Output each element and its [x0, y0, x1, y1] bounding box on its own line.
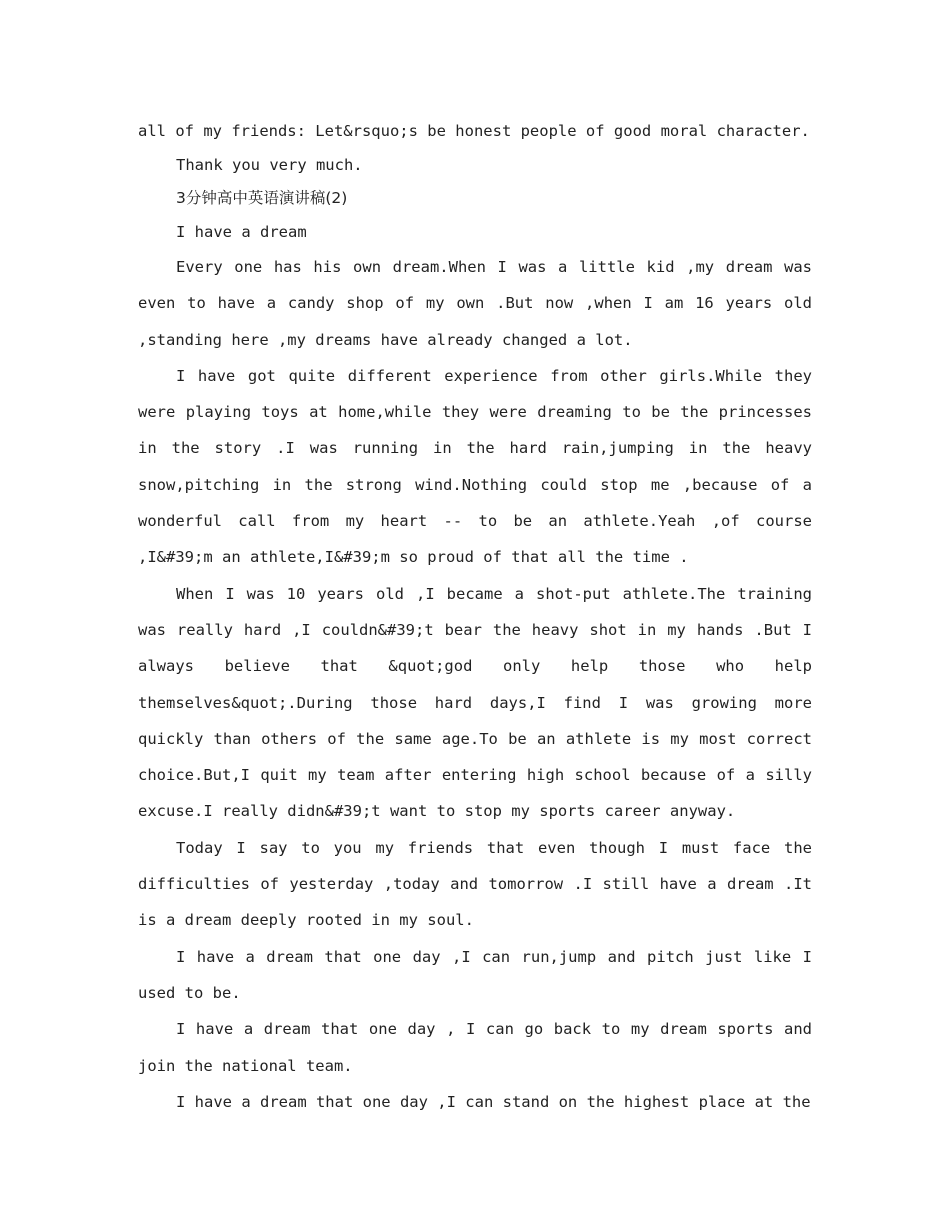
- paragraph-every-one: Every one has his own dream.When I was a little kid ,my dream was even to have a candy shop of my own .But now ,when I am 16 years old ,standing here ,my dreams have already changed a lot.: [138, 258, 812, 349]
- paragraph-dream-team: I have a dream that one day , I can go back to my dream sports and join the national team.: [138, 1020, 812, 1075]
- paragraph-dream-stand: I have a dream that one day ,I can stand on the highest place at the: [176, 1092, 811, 1111]
- speech-title: I have a dream: [176, 222, 307, 241]
- document-page: [138, 115, 812, 1120]
- paragraph-today: Today I say to you my friends that even though I must face the difficulties of yesterday ,today and tomorrow .I still have a dream .It is a dream deeply rooted in my soul.: [138, 838, 812, 930]
- paragraph-dream-run: I have a dream that one day ,I can run,jump and pitch just like I used to be.: [138, 947, 812, 1002]
- paragraph-shot-put: When I was 10 years old ,I became a shot-put athlete.The training was really hard ,I couldn&#39;t bear the heavy shot in my hands .But I always believe that &quot;god only help those who help themselves&quot;.During those hard days,I find I was growing more quickly than others of the same age.To be an athlete is my most correct choice.But,I quit my team after entering high school because of a silly excuse.I really didn&#39;t want to stop my sports career anyway.: [138, 584, 812, 821]
- paragraph-experience: I have got quite different experience from other girls.While they were playing toys at home,while they were dreaming to be the princesses in the story .I was running in the hard rain,jumping in the heavy snow,pitching in the strong wind.Nothing could stop me ,because of a wonderful call from my heart -- to be an athlete.Yeah ,of course ,I&#39;m an athlete,I&#39;m so proud of that all the time .: [138, 366, 812, 567]
- paragraph-closing-line: all of my friends: Let&rsquo;s be honest people of good moral character.: [138, 122, 810, 140]
- section-heading: 3分钟高中英语演讲稿(2): [176, 189, 348, 207]
- paragraph-thanks: Thank you very much.: [176, 155, 363, 174]
